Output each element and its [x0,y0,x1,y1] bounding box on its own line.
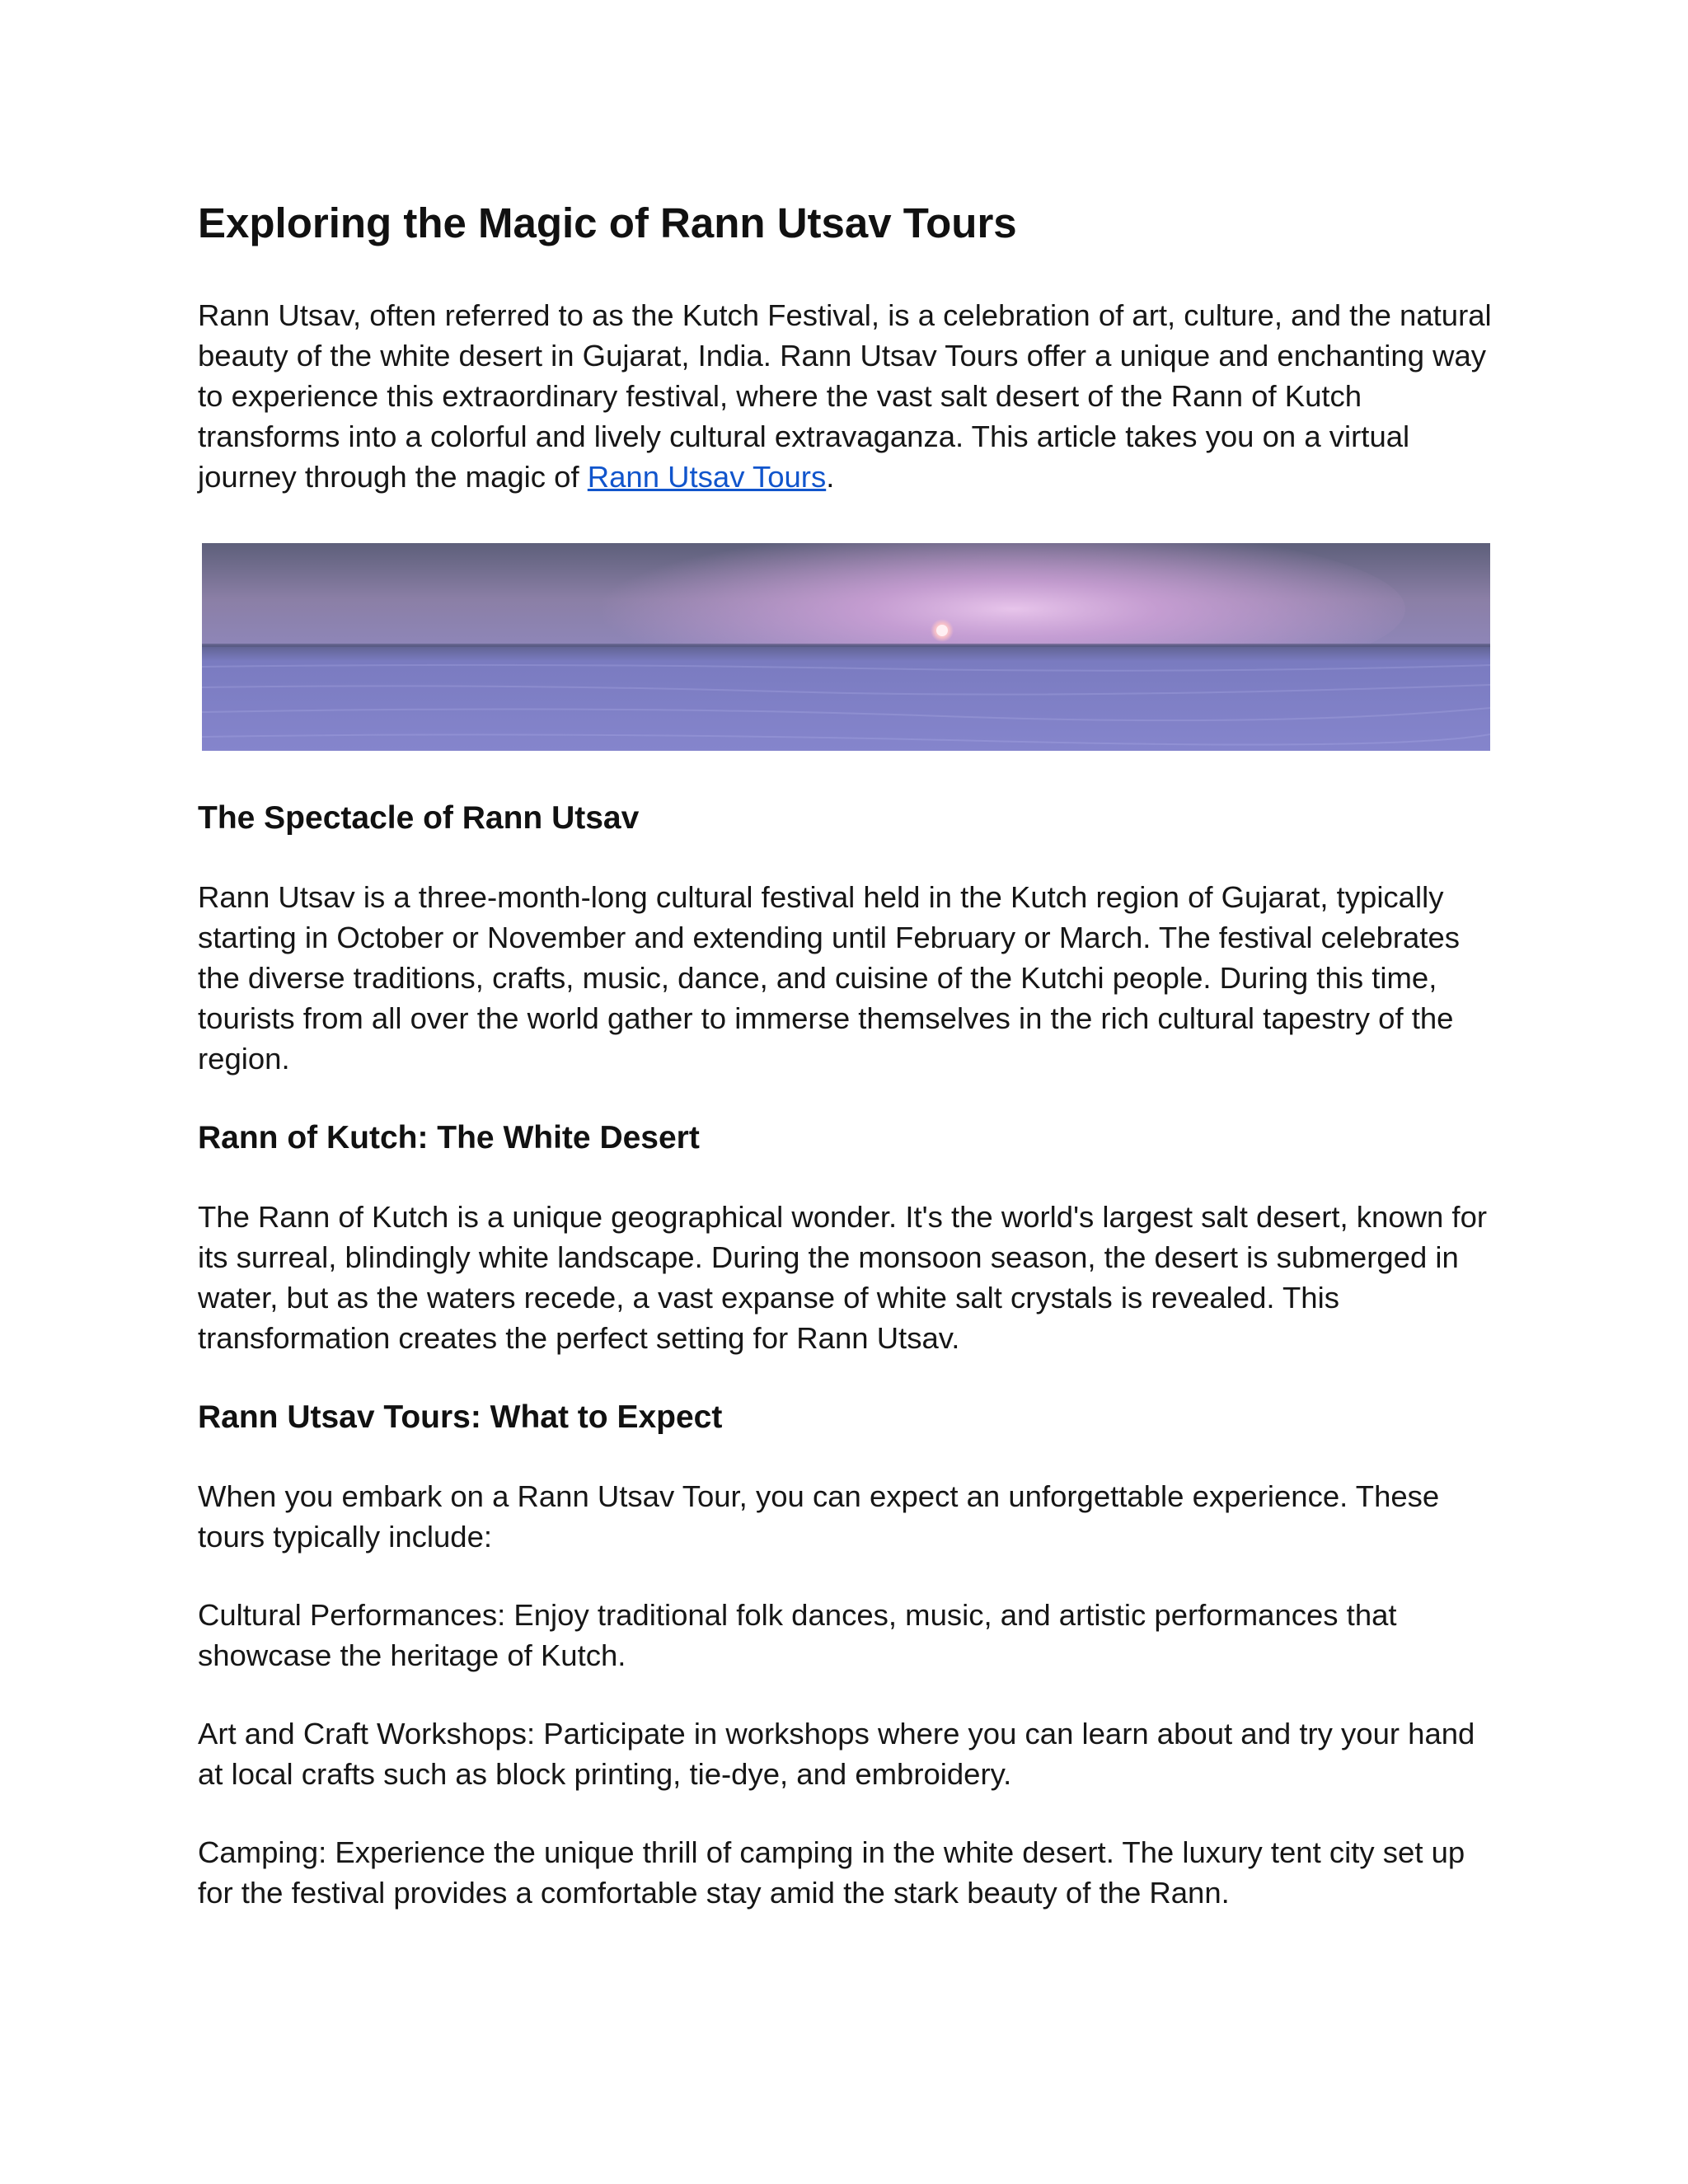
section-paragraph: Rann Utsav is a three-month-long cultural festival held in the Kutch region of Gujarat, typically starting in October or November and extending until February or March. The festival celebrates the diverse traditions, crafts, music, dance, and cuisine of the Kutchi people. During this time, tourists from all over the world gather to immerse themselves in the rich cultural tapestry of the region. [198,880,1461,1076]
intro-text-end: . [826,460,835,494]
hero-image [202,543,1490,751]
page-title: Exploring the Magic of Rann Utsav Tours [198,199,1017,246]
section-paragraph: The Rann of Kutch is a unique geographical wonder. It's the world's largest salt desert, known for its surreal, blindingly white landscape. During the monsoon season, the desert is submerged in water, but as the waters recede, a vast expanse of white salt crystals is revealed. This transformation creates the perfect setting for Rann Utsav. [198,1200,1488,1355]
sunset-over-salt-desert-photo-icon [202,543,1490,751]
list-item-cultural-performances: Cultural Performances: Enjoy traditional folk dances, music, and artistic performances that showcase the heritage of Kutch. [198,1598,1397,1672]
section-heading-spectacle: The Spectacle of Rann Utsav [198,800,640,836]
document-page [198,194,1500,1913]
intro-paragraph [198,295,1500,497]
section-heading-what-to-expect: Rann Utsav Tours: What to Expect [198,1399,723,1435]
section-paragraph: When you embark on a Rann Utsav Tour, you can expect an unforgettable experience. These tours typically include: [198,1479,1440,1554]
intro-text: Rann Utsav, often referred to as the Kutch Festival, is a celebration of art, culture, and the natural beauty of the white desert in Gujarat, India. Rann Utsav Tours offer a unique and enchanting way to experience this extraordinary festival, where the vast salt desert of the Rann of Kutch transforms into a colorful and lively cultural extravaganza. This article takes you on a virtual journey through the magic of [198,298,1492,494]
section-heading-white-desert: Rann of Kutch: The White Desert [198,1120,700,1155]
rann-utsav-tours-link[interactable]: Rann Utsav Tours [587,460,827,494]
list-item-art-craft-workshops: Art and Craft Workshops: Participate in workshops where you can learn about and try your hand at local crafts such as block printing, tie-dye, and embroidery. [198,1717,1475,1791]
list-item-camping: Camping: Experience the unique thrill of camping in the white desert. The luxury tent city set up for the festival provides a comfortable stay amid the stark beauty of the Rann. [198,1835,1465,1910]
